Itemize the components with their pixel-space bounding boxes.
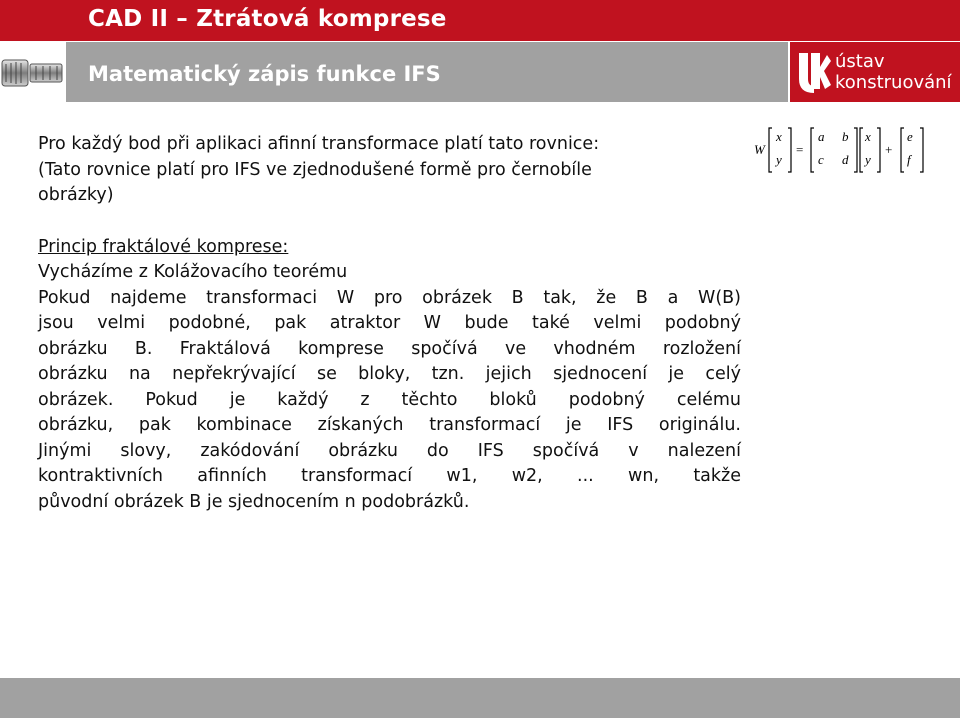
principle-line: obrázku B. Fraktálová komprese spočívá ve vhodném rozložení	[38, 338, 741, 359]
logo-text-line1: ústav	[835, 51, 885, 72]
formula-vmul-1: y	[865, 152, 871, 167]
formula-vmul-0: x	[865, 129, 871, 144]
formula-m-d: d	[842, 152, 849, 167]
intro-line: obrázky)	[38, 185, 114, 205]
formula-vin-0: x	[776, 129, 782, 144]
formula-equals: =	[796, 142, 804, 157]
intro-paragraph	[38, 132, 728, 209]
principle-line: Jinými slovy, zakódování obrázku do IFS spočívá v nalezení	[38, 440, 741, 461]
principle-heading: Princip fraktálové komprese:	[38, 236, 289, 257]
formula-m-a: a	[818, 129, 825, 144]
uk-logo-icon	[796, 49, 832, 95]
logo-text-line2: konstruování	[835, 72, 952, 93]
formula-plus: +	[885, 142, 893, 157]
principle-line: obrázek. Pokud je každý z těchto bloků podobný celému	[38, 389, 741, 410]
principle-line: jsou velmi podobné, pak atraktor W bude také velmi podobný	[38, 313, 741, 333]
principle-line: kontraktivních afinních transformací w1, w2, ... wn, takže	[38, 466, 741, 486]
principle-line: Pokud najdeme transformaci W pro obrázek B tak, že B a W(B)	[38, 287, 741, 308]
footer-bar	[0, 678, 960, 718]
formula-vadd-0: e	[907, 129, 913, 144]
principle-line: obrázku na nepřekrývající se bloky, tzn. jejich sjednocení je celý	[38, 364, 741, 384]
formula-m-c: c	[818, 152, 824, 167]
slide-title: CAD II – Ztrátová komprese	[88, 6, 447, 32]
principle-section	[38, 235, 741, 516]
intro-line: Pro každý bod při aplikaci afinní transformace platí tato rovnice:	[38, 134, 600, 154]
formula-m-b: b	[842, 129, 849, 144]
slide-subtitle: Matematický zápis funkce IFS	[88, 62, 441, 86]
formula-lhs: W	[754, 142, 765, 157]
slide-content	[38, 132, 741, 515]
affine-formula	[752, 124, 927, 176]
bearing-icon	[0, 42, 66, 102]
institute-logo	[790, 42, 960, 102]
bearing-image	[0, 42, 66, 102]
principle-last-line: původní obrázek B je sjednocením n podobrázků.	[38, 491, 470, 512]
principle-line: obrázku, pak kombinace získaných transformací je IFS originálu.	[38, 415, 741, 435]
principle-line: Vycházíme z Kolážovacího teorému	[38, 262, 348, 282]
formula-vin-1: y	[776, 152, 782, 167]
intro-line: (Tato rovnice platí pro IFS ve zjednodušené formě pro černobíle	[38, 159, 592, 180]
formula-vadd-1: f	[907, 152, 911, 167]
